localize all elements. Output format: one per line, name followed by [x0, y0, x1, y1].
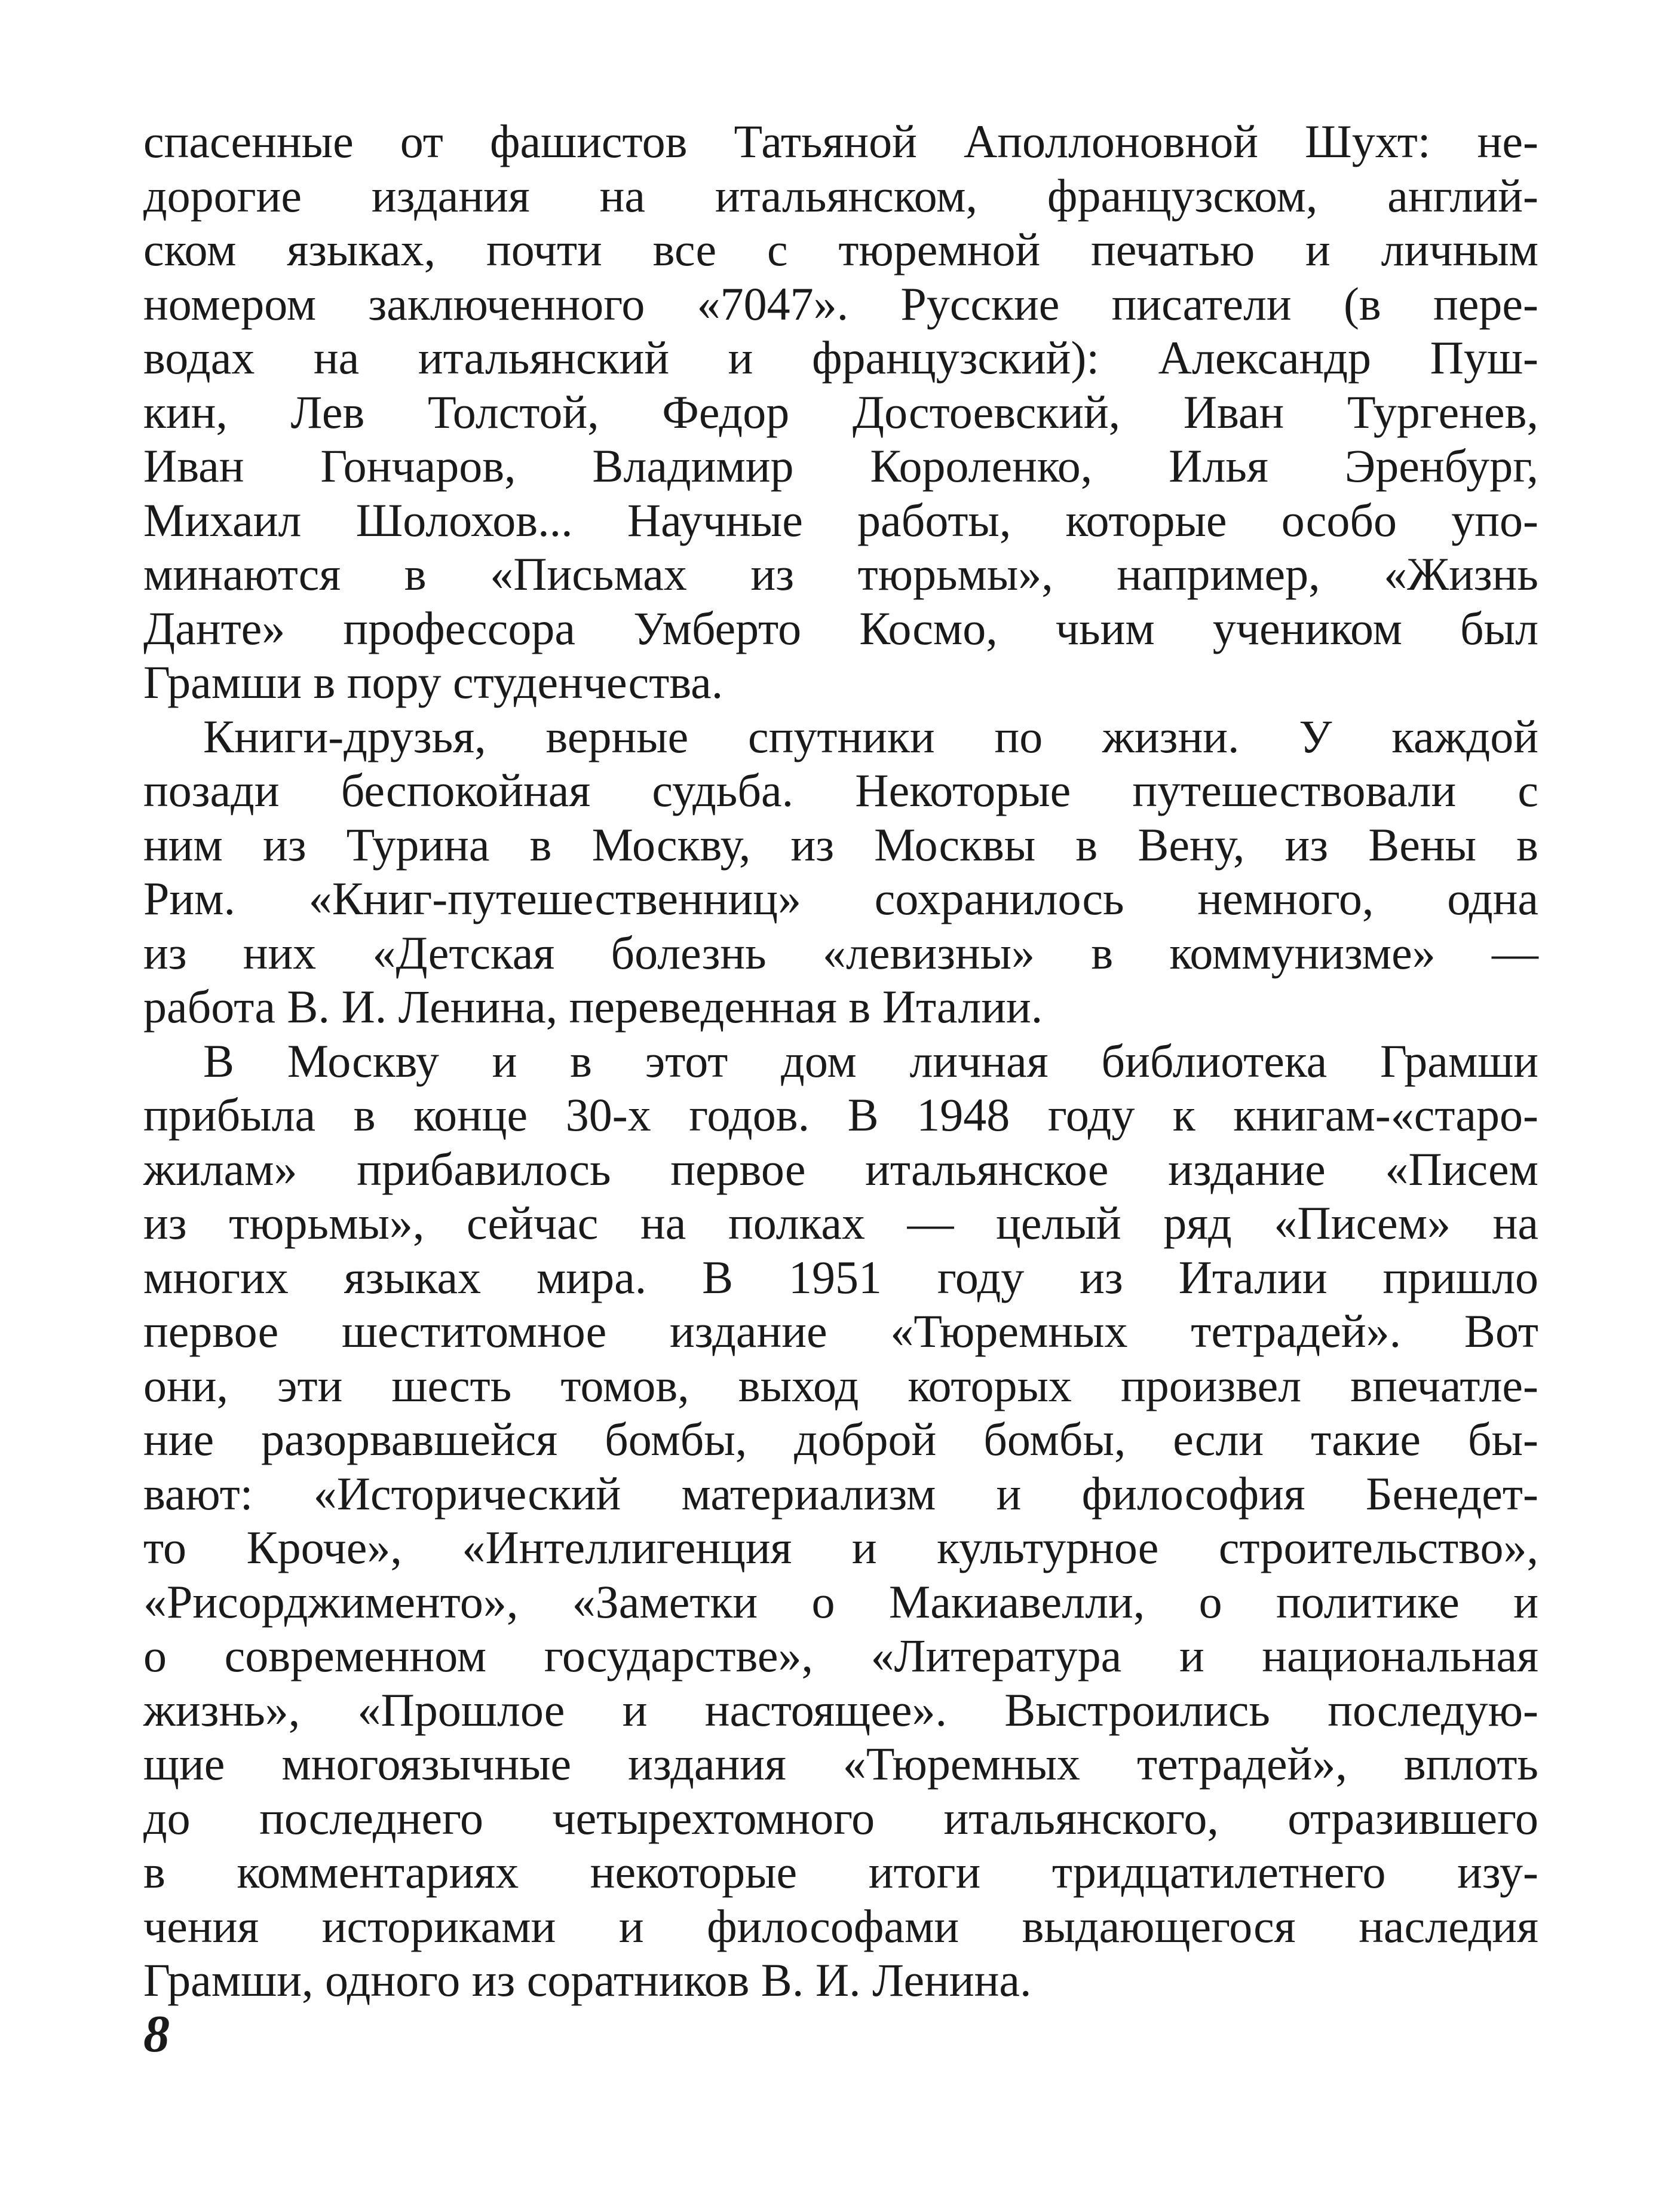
text-line: работа В. И. Ленина, переведенная в Италии. [143, 981, 1043, 1033]
text-line: вают: «Исторический материализм и философия Бенедет- [143, 1467, 1538, 1520]
text-line: из тюрьмы», сейчас на полках — целый ряд «Писем» на [143, 1197, 1538, 1249]
text-line: первое шеститомное издание «Тюремных тетрадей». Вот [143, 1305, 1538, 1357]
text-line: в комментариях некоторые итоги тридцатилетнего изу- [143, 1846, 1538, 1898]
text-line: минаются в «Письмах из тюрьмы», например, «Жизнь [143, 548, 1538, 600]
text-line: Михаил Шолохов... Научные работы, которые особо упо- [143, 494, 1538, 546]
text-line: «Рисорджименто», «Заметки о Макиавелли, о политике и [143, 1575, 1538, 1628]
text-line: В Москву и в этот дом личная библиотека Грамши [203, 1034, 1538, 1087]
text-line: до последнего четырехтомного итальянского, отразившего [143, 1791, 1538, 1844]
text-line: Грамши в пору студенчества. [143, 656, 723, 708]
text-line: о современном государстве», «Литература и национальная [143, 1630, 1538, 1681]
text-line: водах на итальянский и французский): Александр Пуш- [143, 332, 1538, 384]
text-line: Грамши, одного из соратников В. И. Ленина. [143, 1954, 1032, 2006]
text-line: щие многоязычные издания «Тюремных тетрадей», вплоть [143, 1738, 1538, 1790]
text-line: то Кроче», «Интеллигенция и культурное строительство», [143, 1521, 1538, 1573]
text-line: Данте» профессора Умберто Космо, чьим учеником был [143, 602, 1538, 654]
text-line: номером заключенного «7047». Русские писатели (в пере- [143, 277, 1538, 330]
text-line: жилам» прибавилось первое итальянское издание «Писем [143, 1143, 1538, 1195]
text-line: кин, Лев Толстой, Федор Достоевский, Иван Тургенев, [143, 385, 1538, 438]
text-line: дорогие издания на итальянском, французском, англий- [143, 169, 1538, 222]
text-line: ним из Турина в Москву, из Москвы в Вену, из Вены в [143, 818, 1538, 871]
text-line: чения историками и философами выдающегося наследия [143, 1900, 1538, 1952]
text-line: многих языках мира. В 1951 году из Италии пришло [143, 1251, 1538, 1303]
text-line: Рим. «Книг-путешественниц» сохранилось немного, одна [143, 872, 1538, 924]
page-number: 8 [143, 2005, 170, 2063]
text-line: из них «Детская болезнь «левизны» в коммунизме» — [143, 926, 1538, 979]
text-line: ние разорвавшейся бомбы, доброй бомбы, если такие бы- [143, 1413, 1538, 1465]
text-line: прибыла в конце 30-х годов. В 1948 году к книгам-«старо- [143, 1089, 1538, 1141]
text-line: Иван Гончаров, Владимир Короленко, Илья Эренбург, [143, 440, 1538, 492]
text-line: спасенные от фашистов Татьяной Аполлоновной Шухт: не- [143, 115, 1538, 167]
text-line: жизнь», «Прошлое и настоящее». Выстроились последую- [143, 1683, 1538, 1736]
text-line: Книги-друзья, верные спутники по жизни. У каждой [203, 710, 1538, 762]
text-line: они, эти шесть томов, выход которых произвел впечатле- [143, 1359, 1538, 1411]
body-text [143, 115, 1538, 2008]
text-line: ском языках, почти все с тюремной печатью и личным [143, 223, 1538, 275]
text-line: позади беспокойная судьба. Некоторые путешествовали с [143, 764, 1538, 816]
